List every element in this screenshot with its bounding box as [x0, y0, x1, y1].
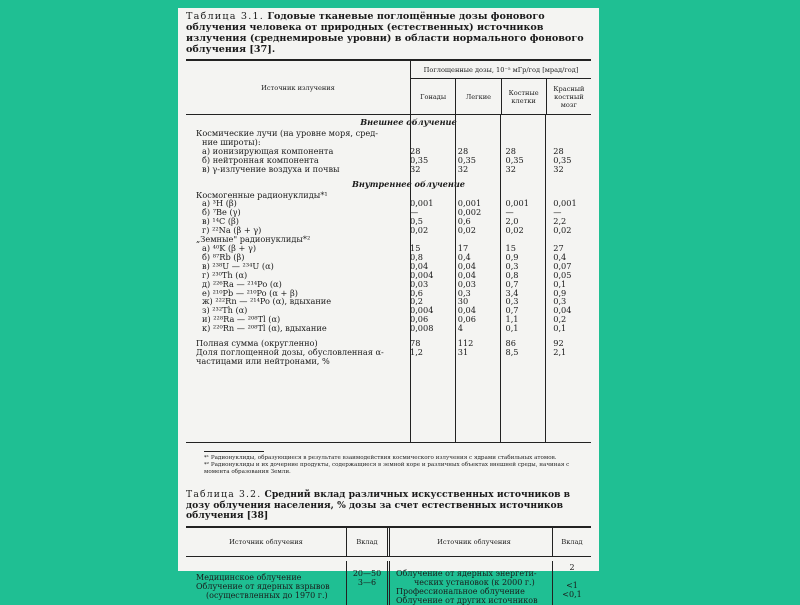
table2-body — [186, 557, 591, 605]
row-value: — — [505, 207, 514, 218]
row-value — [543, 129, 591, 138]
row-value: 31 — [457, 346, 469, 357]
row-value: 28 — [410, 145, 421, 156]
table2-right-source: Профессиональное облучение — [396, 586, 525, 596]
row-value — [496, 138, 544, 147]
table1-header-bone-cells: Костные клетки — [501, 79, 546, 114]
table1-label: Таблица 3.1. — [186, 11, 265, 22]
row-value: 0,8 — [410, 251, 424, 262]
row-value: 0,3 — [553, 296, 567, 307]
row-label: д) ²²⁶Ra — ²¹⁴Po (α) — [202, 278, 282, 289]
table-row — [186, 348, 591, 366]
row-value: 0,002 — [457, 207, 482, 218]
row-value: 0,3 — [505, 260, 519, 271]
table-row — [186, 165, 591, 174]
table1-header-dose: Поглощенные дозы, 10⁻⁵ мГр/год [мрад/год] — [411, 61, 591, 79]
table1-header-source: Источник излучения — [261, 83, 335, 92]
row-label: Космические лучи (на уровне моря, сред- — [196, 128, 379, 138]
row-value: 0,2 — [553, 314, 567, 325]
table2-left-source: Облучение от ядерных взрывов — [196, 581, 330, 591]
row-value: 0,04 — [553, 305, 572, 316]
table-row — [186, 191, 591, 200]
row-label: б) ⁷Be (γ) — [202, 207, 241, 218]
row-value: 0,02 — [457, 225, 476, 236]
row-value: 30 — [457, 296, 469, 307]
row-label: г) ²³⁰Th (α) — [202, 269, 248, 280]
row-value: 0,07 — [553, 260, 572, 271]
row-value: 28 — [457, 145, 469, 156]
document-page — [178, 8, 599, 605]
section-external-title: Внешнее облучение — [360, 117, 457, 127]
row-value: 0,04 — [410, 260, 429, 271]
row-value: 2,0 — [505, 216, 519, 227]
row-value: 0,3 — [457, 287, 471, 298]
row-value: 0,02 — [410, 225, 429, 236]
row-value: 92 — [553, 338, 564, 349]
row-value — [400, 235, 448, 244]
row-label: а) ³H (β) — [202, 198, 237, 209]
table2-caption — [186, 490, 591, 522]
row-label: е) ²¹⁰Pb — ²¹⁰Po (α + β) — [202, 287, 298, 298]
table1-title: Годовые тканевые поглощённые дозы фонового облучения человека от природных (естественных) источников излучения (среднемировые уровни) в области нормального фонового облучения [37]. — [186, 11, 584, 55]
table2-header-source-left: Источник облучения — [229, 537, 303, 546]
row-label: а) ⁴⁰K (β + γ) — [202, 242, 257, 253]
row-label: в) ²³⁸U — ²³⁴U (α) — [202, 260, 274, 271]
internal-rows — [186, 191, 591, 334]
row-value: 0,04 — [457, 269, 476, 280]
table2-header — [186, 528, 591, 556]
table1-header-bone-marrow: Красный костный мозг — [546, 79, 591, 114]
row-value: — — [410, 207, 419, 218]
row-value: 15 — [410, 242, 421, 253]
row-label: Космогенные радионуклиды*¹ — [196, 189, 328, 200]
section-internal-title: Внутреннее облучение — [351, 178, 466, 189]
row-value: 17 — [457, 242, 469, 253]
row-value: 0,03 — [410, 278, 429, 289]
table1-bottom-rule — [186, 442, 591, 443]
row-value — [543, 138, 591, 147]
row-value: — — [553, 207, 562, 218]
table2-right-value: <1 — [566, 580, 578, 590]
total-rows — [186, 339, 591, 366]
table-row — [186, 208, 591, 217]
table2-header-source-right: Источник облучения — [387, 528, 552, 556]
row-value: 27 — [553, 242, 564, 253]
row-value: 0,1 — [553, 278, 567, 289]
table2-right-value: <0,1 — [562, 589, 582, 599]
row-value: 0,6 — [410, 287, 424, 298]
row-value: 0,35 — [410, 154, 429, 165]
table2-header-contrib-right: Вклад — [552, 528, 591, 556]
row-value — [496, 129, 544, 138]
row-value: 2,2 — [553, 216, 567, 227]
row-value: 0,6 — [457, 216, 471, 227]
row-value — [400, 129, 448, 138]
table2-left-value: 3—6 — [357, 577, 377, 587]
footnote-2: *² Радионуклиды и их дочерние продукты, содержащиеся в земной коре и различных объектах внешней среды, начиная с момента образования Земли. — [204, 462, 570, 475]
row-value: 0,008 — [410, 323, 434, 334]
row-value: 86 — [505, 338, 516, 349]
table2-left-value: 20—50 — [352, 568, 382, 578]
row-value — [543, 235, 591, 244]
row-label: к) ²²⁰Rn — ²⁰⁸Tl (α), вдыхание — [202, 323, 327, 334]
row-label: ние широты): — [202, 136, 261, 147]
row-label: в) γ-излучение воздуха и почвы — [202, 163, 340, 174]
row-value: 0,001 — [457, 198, 482, 209]
row-value: 0,06 — [457, 314, 476, 325]
row-value: 32 — [410, 163, 421, 174]
table2-label: Таблица 3.2. — [186, 489, 262, 500]
external-rows — [186, 129, 591, 174]
row-value: 15 — [505, 242, 516, 253]
row-value: 78 — [410, 338, 421, 349]
row-value: 0,1 — [553, 323, 567, 334]
row-value: 0,9 — [553, 287, 567, 298]
row-value: 0,35 — [505, 154, 524, 165]
row-value: 0,03 — [457, 278, 476, 289]
row-value: 28 — [553, 145, 564, 156]
row-value: 8,5 — [505, 346, 519, 357]
table-row — [186, 324, 591, 333]
row-label: г) ²²Na (β + γ) — [202, 225, 262, 236]
row-label: и) ²²⁸Ra — ²⁰⁸Tl (α) — [202, 314, 281, 325]
row-value: 3,4 — [505, 287, 519, 298]
row-value: 0,7 — [505, 305, 519, 316]
row-value: 0,8 — [505, 269, 519, 280]
row-value: 0,02 — [553, 225, 572, 236]
row-label: б) нейтронная компонента — [202, 154, 319, 165]
table2-right-source: Облучение от ядерных энергети- — [396, 568, 537, 578]
row-value: 32 — [505, 163, 516, 174]
row-value: 0,35 — [457, 154, 476, 165]
row-value — [496, 235, 544, 244]
row-value: 28 — [505, 145, 516, 156]
row-value: 0,4 — [553, 251, 567, 262]
row-label: Полная сумма (округленно) — [196, 338, 318, 349]
row-value: 0,001 — [505, 198, 529, 209]
row-value: 0,001 — [410, 198, 434, 209]
table-row — [186, 244, 591, 253]
row-value: 0,04 — [457, 305, 476, 316]
row-value: 4 — [457, 323, 463, 334]
row-value: 112 — [457, 338, 474, 349]
table1-header — [186, 61, 591, 114]
row-value: 0,04 — [457, 260, 476, 271]
row-label: а) ионизирующая компонента — [202, 145, 334, 156]
row-value: 32 — [457, 163, 469, 174]
row-value — [400, 138, 448, 147]
table2-left-source: (осуществленных до 1970 г.) — [206, 590, 328, 600]
table2-title: Средний вклад различных искусственных источников в дозу облучения населения, % дозы за счет естественных источников облучения [38] — [186, 489, 571, 521]
row-value: 0,7 — [505, 278, 519, 289]
table2-right-source: Облучение от других источников — [396, 595, 538, 605]
footnote-1: *¹ Радионуклиды, образующиеся в результате взаимодействия космического излучения с ядрами стабильных атомов. — [204, 455, 557, 461]
row-label: з) ²³²Th (α) — [202, 305, 248, 316]
table1-body — [186, 115, 591, 442]
row-label: б) ⁸⁷Rb (β) — [202, 251, 245, 262]
row-value: 0,06 — [410, 314, 429, 325]
row-value: 0,001 — [553, 198, 577, 209]
row-value: 0,05 — [553, 269, 572, 280]
table2-header-contrib-left: Вклад — [346, 528, 387, 556]
row-label: Доля поглощенной дозы, обусловленная α-частицами или нейтронами, % — [196, 346, 384, 366]
row-value: 2,1 — [553, 346, 567, 357]
row-value: 1,1 — [505, 314, 519, 325]
row-value: 1,2 — [410, 346, 424, 357]
row-value: 0,004 — [410, 305, 434, 316]
table1-caption — [186, 11, 591, 55]
row-value: 0,3 — [505, 296, 519, 307]
footnote-separator — [204, 451, 264, 452]
row-value: 0,1 — [505, 323, 519, 334]
row-label: „Земные" радионуклиды*² — [196, 234, 311, 245]
table-row — [186, 199, 591, 208]
row-label: в) ¹⁴C (β) — [202, 216, 239, 227]
row-value: 0,02 — [505, 225, 524, 236]
row-value: 0,2 — [410, 296, 424, 307]
row-value: 0,4 — [457, 251, 471, 262]
table2-right-source: ческих установок (к 2000 г.) — [414, 577, 535, 587]
table2-right-value: 2 — [569, 562, 575, 572]
row-value: 0,5 — [410, 216, 424, 227]
table1-header-gonads: Гонады — [420, 92, 447, 101]
row-value: 0,35 — [553, 154, 572, 165]
row-value: 32 — [553, 163, 564, 174]
row-value: 0,9 — [505, 251, 519, 262]
row-label: ж) ²²²Rn — ²¹⁴Po (α), вдыхание — [202, 296, 332, 307]
row-value: 0,004 — [410, 269, 434, 280]
table2-left-source: Медицинское облучение — [196, 572, 302, 582]
table1-header-lungs: Легкие — [455, 79, 500, 114]
table2-right-value — [553, 572, 591, 581]
